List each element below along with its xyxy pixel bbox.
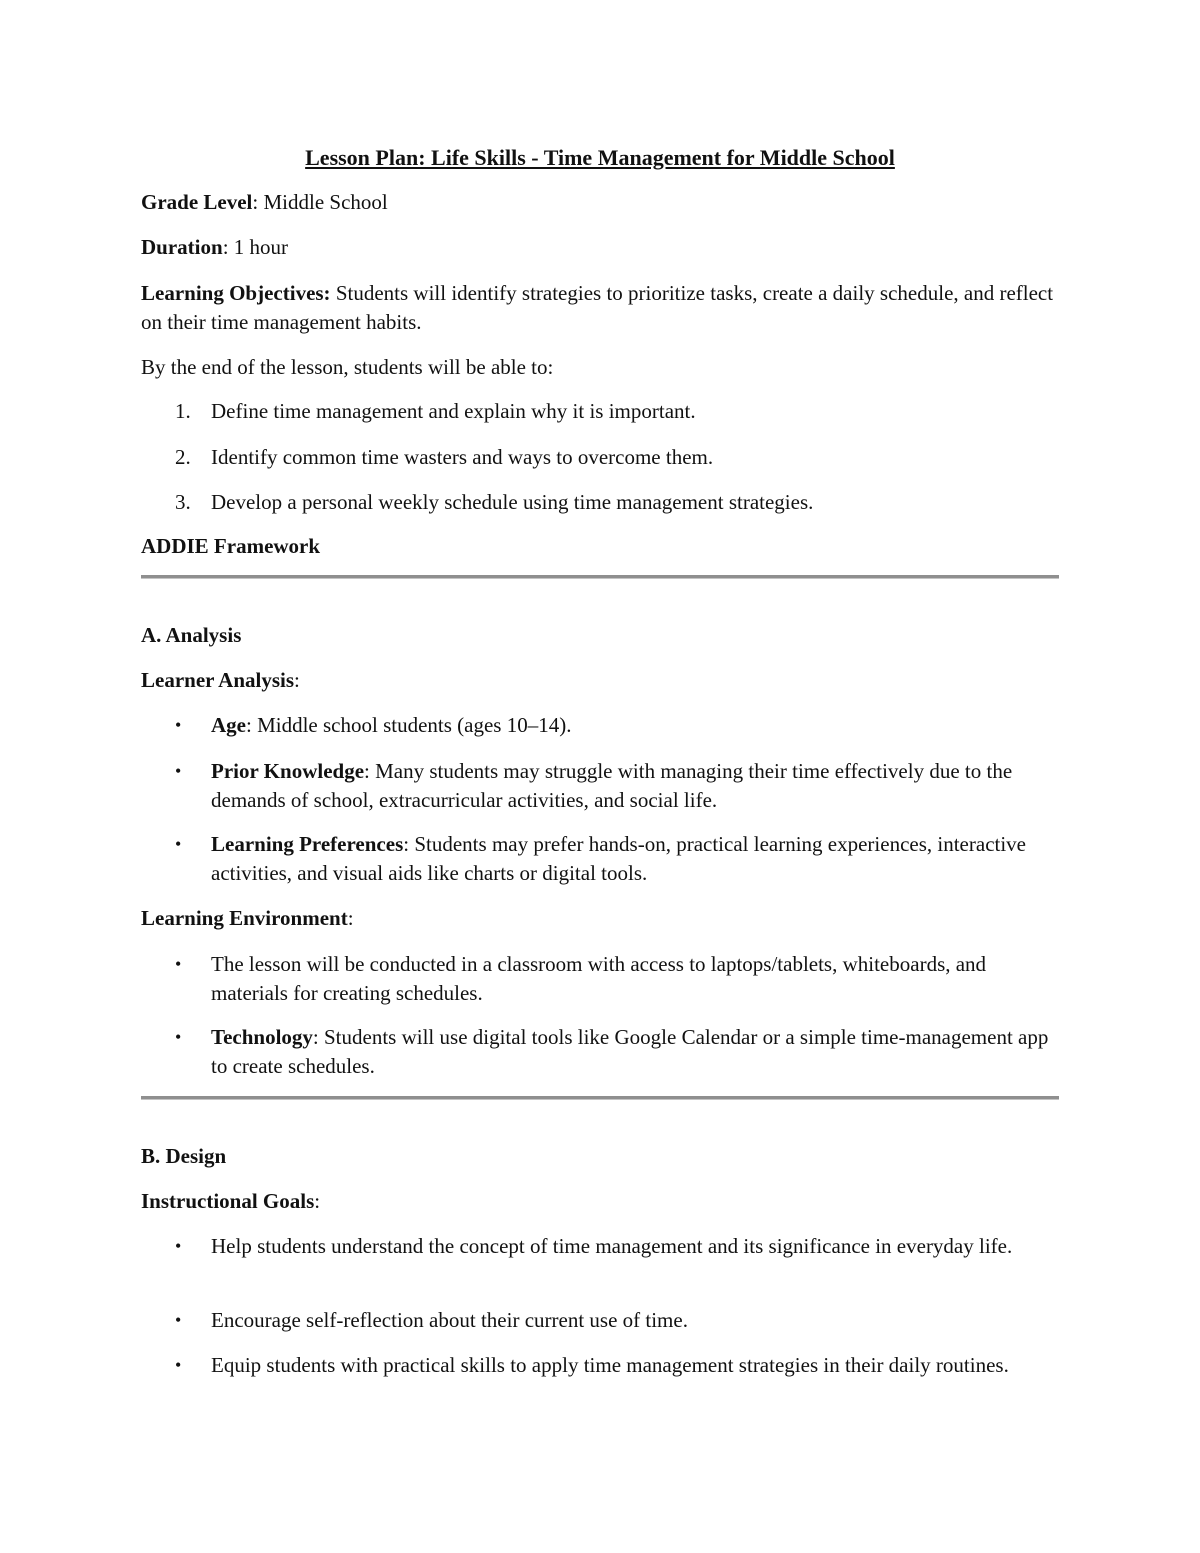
objective-number: 1.	[175, 399, 191, 423]
learning-environment-item: Technology: Students will use digital tools like Google Calendar or a simple time-management app to create schedules.	[211, 1025, 1049, 1078]
objective-item: Define time management and explain why it is important.	[211, 399, 696, 423]
instructional-goal-item: Encourage self-reflection about their current use of time.	[211, 1308, 688, 1332]
duration-line	[141, 233, 1061, 262]
bullet-icon: •	[175, 715, 182, 735]
duration-label: Duration	[141, 235, 223, 259]
learner-analysis-item: Age: Middle school students (ages 10–14).	[211, 713, 572, 737]
learning-objectives-label: Learning Objectives:	[141, 281, 331, 305]
learning-environment-heading: Learning Environment:	[141, 906, 354, 930]
objective-item: Identify common time wasters and ways to overcome them.	[211, 445, 714, 469]
analysis-heading: A. Analysis	[141, 623, 242, 647]
bullet-icon: •	[175, 761, 182, 781]
grade-level-value: : Middle School	[252, 190, 388, 214]
learning-objectives-paragraph	[141, 279, 1061, 337]
bullet-icon: •	[175, 1310, 182, 1330]
grade-level-line	[141, 188, 1061, 217]
bullet-icon: •	[175, 1236, 182, 1256]
learning-environment-item: The lesson will be conducted in a classroom with access to laptops/tablets, whiteboards, and materials for creating schedules.	[211, 952, 987, 1005]
instructional-goal-item: Equip students with practical skills to apply time management strategies in their daily routines.	[211, 1353, 1009, 1377]
section-divider	[141, 575, 1059, 579]
section-divider	[141, 1096, 1059, 1100]
learner-analysis-heading: Learner Analysis:	[141, 668, 300, 692]
learner-analysis-item: Learning Preferences: Students may prefer hands-on, practical learning experiences, interactive activities, and visual aids like charts or digital tools.	[211, 832, 1027, 885]
duration-value: : 1 hour	[222, 235, 289, 259]
framework-heading: ADDIE Framework	[141, 534, 321, 558]
instructional-goal-item: Help students understand the concept of time management and its significance in everyday life.	[211, 1234, 1013, 1258]
objective-number: 3.	[175, 490, 191, 514]
bullet-icon: •	[175, 954, 182, 974]
bullet-icon: •	[175, 1355, 182, 1375]
grade-level-label: Grade Level	[141, 190, 253, 214]
learner-analysis-item: Prior Knowledge: Many students may struggle with managing their time effectively due to the demands of school, extracurricular activities, and social life.	[211, 759, 1013, 812]
objective-number: 2.	[175, 445, 191, 469]
objective-item: Develop a personal weekly schedule using time management strategies.	[211, 490, 814, 514]
bullet-icon: •	[175, 834, 182, 854]
bullet-icon: •	[175, 1027, 182, 1047]
intro-paragraph: By the end of the lesson, students will be able to:	[141, 355, 554, 379]
instructional-goals-heading: Instructional Goals:	[141, 1189, 321, 1213]
learning-objectives-text: Students will identify strategies to prioritize tasks, create a daily schedule, and reflect on their time management habits.	[141, 281, 1054, 334]
design-heading: B. Design	[141, 1144, 227, 1168]
page-title: Lesson Plan: Life Skills - Time Management for Middle School	[305, 145, 895, 170]
